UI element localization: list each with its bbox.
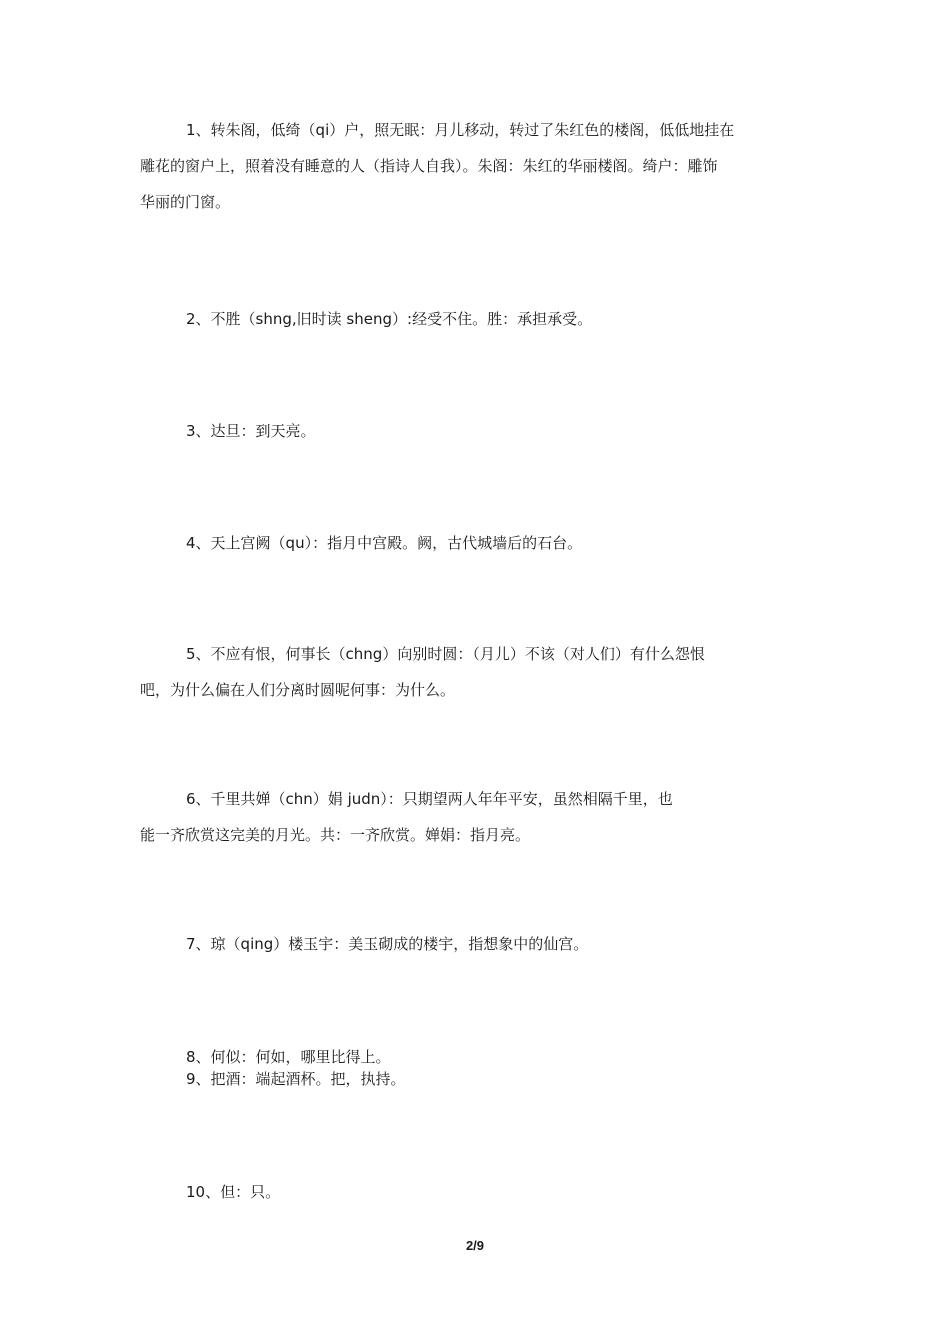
note-line: 8、何似：何如，哪里比得上。 [186, 1048, 391, 1066]
note-3 [140, 413, 810, 449]
note-line: 7、琼（qing）楼玉宇：美玉砌成的楼宇，指想象中的仙宫。 [186, 935, 589, 953]
page-number: 2/9 [465, 1238, 485, 1253]
note-line: 能一齐欣赏这完美的月光。共：一齐欣赏。婵娟：指月亮。 [140, 826, 531, 844]
note-8-9 [140, 1046, 810, 1090]
note-line: 5、不应有恨，何事长（chng）向别时圆：（月儿）不该（对人们）有什么怨恨 [186, 645, 705, 663]
note-line: 4、天上宫阙（qu）：指月中宫殿。阙，古代城墙后的石台。 [186, 534, 583, 552]
note-line: 9、把酒：端起酒杯。把，执持。 [186, 1070, 406, 1088]
note-line: 6、千里共婵（chn）娟 judn）：只期望两人年年平安，虽然相隔千里，也 [186, 790, 673, 808]
note-10 [140, 1174, 810, 1210]
note-1 [140, 112, 810, 220]
note-line: 华丽的门窗。 [140, 193, 231, 211]
note-6 [140, 781, 810, 853]
note-2 [140, 301, 810, 337]
note-line: 吧，为什么偏在人们分离时圆呢何事：为什么。 [140, 681, 456, 699]
note-7 [140, 926, 810, 962]
note-line: 3、达旦：到天亮。 [186, 422, 316, 440]
note-line: 雕花的窗户上，照着没有睡意的人（指诗人自我）。朱阁：朱红的华丽楼阁。绮户：雕饰 [140, 157, 718, 175]
note-line: 10、但：只。 [186, 1183, 281, 1201]
note-4 [140, 525, 810, 561]
note-line: 2、不胜（shng,旧时读 sheng）:经受不住。胜：承担承受。 [186, 310, 593, 328]
note-line: 1、转朱阁，低绮（qi）户，照无眠：月儿移动，转过了朱红色的楼阁，低低地挂在 [186, 121, 735, 139]
note-5 [140, 636, 810, 708]
